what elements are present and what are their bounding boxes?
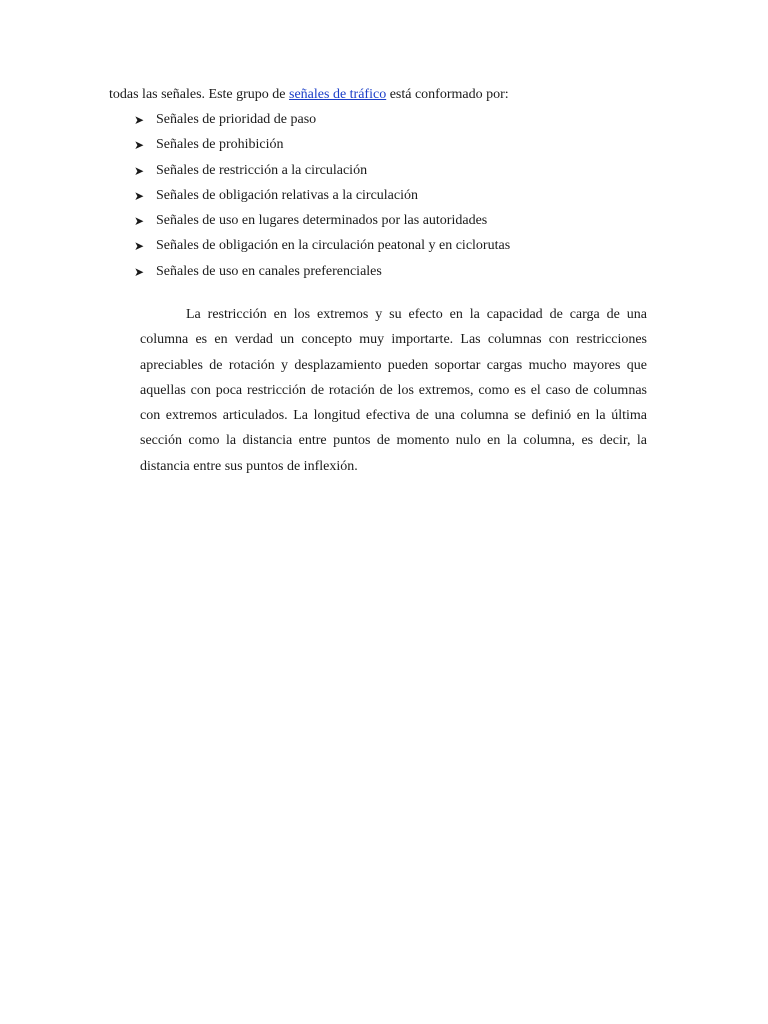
- arrowhead-icon: ➤: [134, 138, 145, 153]
- list-item: [134, 211, 510, 236]
- sign-types-list: [134, 110, 510, 287]
- list-item-text: Señales de obligación en la circulación peatonal y en ciclorutas: [156, 238, 511, 254]
- list-item-text: Señales de prioridad de paso: [156, 112, 317, 127]
- list-item: [134, 236, 510, 261]
- list-item: [134, 161, 510, 186]
- arrowhead-icon: ➤: [134, 163, 145, 178]
- arrowhead-icon: ➤: [134, 239, 145, 254]
- traffic-signs-link[interactable]: señales de tráfico: [289, 87, 387, 102]
- arrowhead-icon: ➤: [134, 188, 145, 203]
- arrowhead-icon: ➤: [134, 214, 145, 229]
- intro-text-before-link: todas las señales. Este grupo de: [109, 87, 290, 102]
- list-item-text: Señales de prohibición: [156, 137, 284, 153]
- intro-text-after-link: está conformado por:: [386, 87, 509, 102]
- list-item: [134, 110, 510, 135]
- intro-line: [109, 86, 669, 104]
- body-paragraph: La restricción en los extremos y su efecto en la capacidad de carga de una columna es en verdad un concepto muy importarte. Las columnas con restricciones apreciables de rotación y desplazamiento pueden soportar cargas mucho mayores que aquellas con poca restricción de rotación de los extremos, como es el caso de columnas con extremos articulados. La longitud efectiva de una columna se definió en la última sección como la distancia entre puntos de momento nulo en la columna, es decir, la distancia entre sus puntos de inflexión.: [140, 307, 647, 474]
- list-item: [134, 135, 510, 160]
- arrowhead-icon: ➤: [134, 113, 145, 127]
- list-item: [134, 262, 510, 287]
- list-item-text: Señales de uso en lugares determinados por las autoridades: [156, 213, 488, 229]
- list-item-text: Señales de restricción a la circulación: [156, 162, 368, 178]
- list-item: [134, 186, 510, 211]
- arrowhead-icon: ➤: [134, 264, 145, 279]
- list-item-text: Señales de uso en canales preferenciales: [156, 263, 382, 279]
- list-item-text: Señales de obligación relativas a la circulación: [156, 187, 419, 203]
